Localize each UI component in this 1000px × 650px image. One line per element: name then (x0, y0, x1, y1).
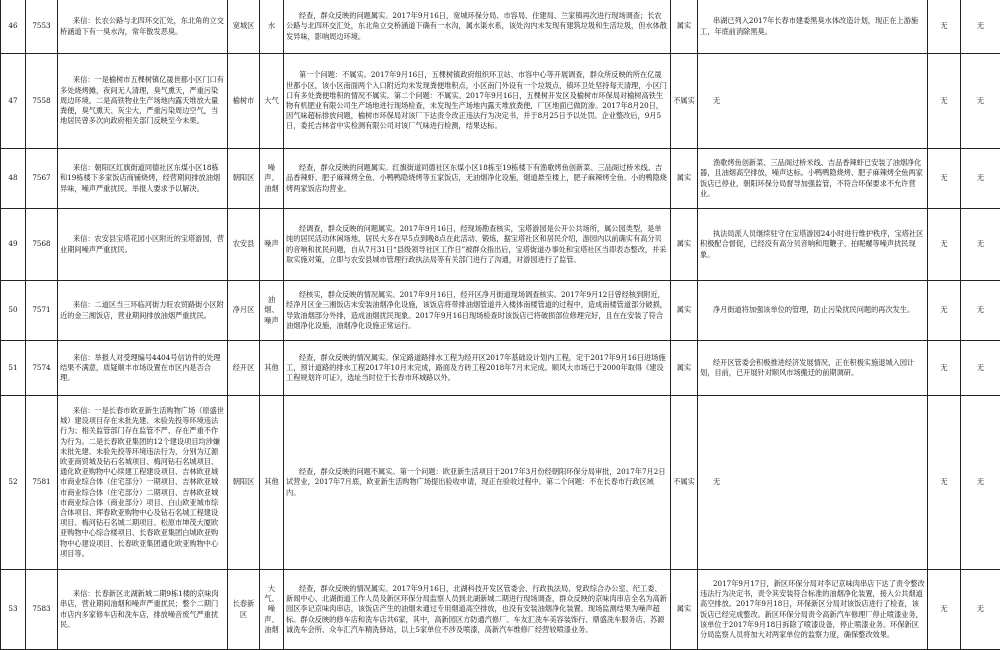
remark-x-text: 无 (930, 21, 958, 31)
remark-x (928, 570, 961, 650)
verdict-text: 属实 (673, 363, 695, 373)
pollution-type-text: 大气 (262, 96, 281, 106)
complaint-text-text: 来信：长农公路与北四环交汇处，东北角的立交桥涵道下有一臭水沟，常年散发恶臭。 (60, 16, 225, 36)
investigation-finding-text: 经查，群众反映的问题属实。红旗街道同德社区东煤小区18栋至19栋楼下有渔歌烤鱼创新菜、三品阁过桥米线、吉品香辣虾、肥子麻辣烤全鱼、小鸭鸭隐烧烤等五家饭店，无油烟净化设施，烟道悬至楼上，肥子麻辣烤全鱼、小的鸭隐烧烤两家饭店均营业。 (286, 163, 668, 194)
row-number-text: 50 (3, 305, 23, 315)
investigation-finding-text: 经核实，群众反映的情况属实。2017年9月16日，经开区净月街道现场调查核实。2017年9月12日曾经核到附近，经净月区金三湘饭店未安装油烟净化设施，该饭店将带排油烟管道并入楼体南楼管道的过程中，造成南楼管道部分破损，导致油烟部分外排，造成油烟扰民现象。2017年9月16日现场检查时该饭店已将破损部位修理完好，且在在安装了符合油烟净化设施，油烟净化设施正常运行。 (286, 290, 668, 331)
district-text: 朝阳区 (230, 477, 257, 487)
pollution-type-text: 水 (262, 21, 281, 31)
remark-x-text: 无 (930, 604, 958, 614)
remark-x-text: 无 (930, 305, 958, 315)
complaint-text-text: 来信：农安县宝塔花园小区附近的宝塔游园，营业期间噪声严重扰民。 (60, 234, 225, 254)
investigation-finding-text: 经查，群众反映的问题不属实。第一个问题：欧亚新生活项目于2017年3月份经朝阳环保分局审批，2017年7月2日试营业，2017年7月底，欧亚新生活购物广场提出验收申请，现正在验收过程中。第二个问题：不在长春市行政区域内。 (286, 467, 668, 498)
verdict-text: 属实 (673, 239, 695, 249)
verdict-text: 不属实 (673, 477, 695, 487)
investigation-finding-text: 第一个问题：不属实。2017年9月16日，五棵树镇政府组织环卫站、市容中心等开展调查，群众所反映的所在亿晟世都小区，该小区南面两个入口附近均未发现粪便堆积点，小区南门外设有一个垃圾点，镇环卫处坚持每天清理，小区门口有多处粪便堆积的情况不属实。第二个问题：不属实。2017年9月16日，五棵树开发区及榆树市环保局对榆树高铁生物有机肥业有限公司生产场地进行现场检查，未发现生产场地内露天堆放粪便，厂区地面已做防渗。2017年8月20日，因气味超标排放问题，榆树市环保局对该厂下达责令改正违法行为决定书，并于8月25日予以处罚。企业整改后，9月5日，委托吉林省中实检测有限公司对该厂气味进行检测，结果达标。 (286, 70, 668, 131)
pollution-type-text: 其他 (262, 363, 281, 373)
handling-result-text: 无 (700, 96, 925, 106)
verdict (671, 209, 698, 281)
case-id-text: 7574 (28, 363, 55, 373)
handling-result (698, 341, 928, 396)
case-id-text: 7553 (28, 21, 55, 31)
remark-x (928, 281, 961, 341)
pollution-type (260, 341, 284, 396)
complaint-text-text: 来信：举报人对受理编号4404号信访件的处理结果不满意，质疑顺丰市场设置在市区内是否合理。 (60, 353, 225, 384)
district (228, 281, 260, 341)
row-number-text: 49 (3, 239, 23, 249)
complaint-text (58, 570, 228, 650)
remark-x (928, 341, 961, 396)
investigation-finding (284, 0, 671, 54)
remark-text: 无 (963, 604, 998, 614)
remark-text: 无 (963, 239, 998, 249)
remark-x (928, 209, 961, 281)
district (228, 209, 260, 281)
complaint-text (58, 281, 228, 341)
remark-text: 无 (963, 477, 998, 487)
handling-result (698, 209, 928, 281)
investigation-finding (284, 341, 671, 396)
pollution-type (260, 396, 284, 570)
verdict-text: 属实 (673, 173, 695, 183)
case-id-text: 7581 (28, 477, 55, 487)
investigation-finding-text: 经查，群众反映的情况属实。2017年9月16日，北湖科技开发区管委会、行政执法局、党政综合办公室、纪工委、新闻中心、北湖街道工作人员及新区环保分局监察人员到北湖新城二期进行现场调查，群众反映的京味肉串店全名为高新园区李记京味肉串店，该饭店产生的油烟未通过专用烟道高空排放，也没有安装油烟净化装置。现场监测结果为噪声超标。群众反映的修车店和洗车店共6家，其中，高新园区方防通汽修厂、车友汇洗车美容装饰行、鼎盛洗车服务店、苏源诚洗车会所、众车汇汽车精洗驿站，以上5家单位不涉及喷漆，高新汽车维修厂经营较喷漆业务。 (286, 584, 668, 635)
table-row (1, 570, 1000, 650)
table-row (1, 149, 1000, 209)
table-row (1, 209, 1000, 281)
pollution-type (260, 570, 284, 650)
row-number-text: 46 (3, 21, 23, 31)
verdict (671, 281, 698, 341)
remark-x-text: 无 (930, 363, 958, 373)
handling-result (698, 0, 928, 54)
complaint-text (58, 341, 228, 396)
district (228, 0, 260, 54)
table-row (1, 341, 1000, 396)
handling-result-text: 无 (700, 477, 925, 487)
remark-text: 无 (963, 21, 998, 31)
row-number-text: 47 (3, 96, 23, 106)
case-id (26, 570, 58, 650)
remark-text: 无 (963, 363, 998, 373)
district-text: 净月区 (230, 305, 257, 315)
remark (961, 281, 1000, 341)
complaint-text (58, 396, 228, 570)
case-id-text: 7568 (28, 239, 55, 249)
row-number-text: 52 (3, 477, 23, 487)
district-text: 朝阳区 (230, 173, 257, 183)
district-text: 经开区 (230, 363, 257, 373)
remark (961, 396, 1000, 570)
investigation-finding (284, 209, 671, 281)
case-id-text: 7583 (28, 604, 55, 614)
complaint-text-text: 来信：朝阳区红旗街道同德社区东煤小区18栋和19栋楼下多家饭店商铺烧烤，经营期间排放油烟异味，噪声严重扰民。举报人要求予以解决。 (60, 163, 225, 194)
remark-x-text: 无 (930, 239, 958, 249)
pollution-type-text: 油烟、噪声 (262, 295, 281, 326)
row-number-text: 48 (3, 173, 23, 183)
investigation-finding-text: 经查，群众反映的问题属实。2017年9月16日，宽城环保分局、市容局、住建局、兰家镇再次进行现场调查；长农公路与北四环交汇处，东北角立交桥涵道下确有一水沟，属水渠水系，该处沟内未发现有建筑垃圾和生活垃圾，但水体散发异味，影响周边环境。 (286, 11, 668, 42)
case-id (26, 209, 58, 281)
remark-x (928, 149, 961, 209)
row-number-text: 53 (3, 604, 23, 614)
handling-result (698, 54, 928, 149)
row-number (1, 341, 26, 396)
investigation-finding (284, 281, 671, 341)
district-text: 农安县 (230, 239, 257, 249)
district (228, 396, 260, 570)
row-number (1, 149, 26, 209)
case-id-text: 7558 (28, 96, 55, 106)
table-row (1, 281, 1000, 341)
district-text: 长春新区 (230, 599, 257, 619)
remark-x-text: 无 (930, 477, 958, 487)
case-id (26, 0, 58, 54)
verdict-text: 属实 (673, 21, 695, 31)
complaint-text-text: 来信：一是榆树市五棵树镇亿晟世都小区门口有多处烧烤摊，夜间无人清理，臭气熏天，严重污染周边环境。二是高铁物业生产场地内露天堆放大量粪便，臭气熏天、灰尘大，严重污染周边空气，当地居民曾多次向政府相关部门反映至今未果。 (60, 75, 225, 126)
handling-result (698, 149, 928, 209)
remark (961, 341, 1000, 396)
remark-x-text: 无 (930, 96, 958, 106)
row-number-text: 51 (3, 363, 23, 373)
verdict (671, 54, 698, 149)
table-row (1, 396, 1000, 570)
remark-x (928, 54, 961, 149)
verdict (671, 570, 698, 650)
district-text: 榆树市 (230, 96, 257, 106)
investigation-finding (284, 149, 671, 209)
investigation-finding (284, 570, 671, 650)
row-number (1, 54, 26, 149)
table-row (1, 54, 1000, 149)
handling-result-text: 渔歌烤鱼创新菜、三品阁过桥米线、吉品香辣虾已安装了油烟净化器，且油烟高空排放，噪声达标。小鸭鸭隐烧烤、肥子麻辣烤全鱼两家饭店已停业，朝阳环保分局督导加强监管，不符合环保要求不允许营业。 (700, 158, 925, 199)
handling-result (698, 281, 928, 341)
district (228, 54, 260, 149)
case-id (26, 281, 58, 341)
district (228, 149, 260, 209)
pollution-type-text: 其他 (262, 477, 281, 487)
complaint-text (58, 0, 228, 54)
pollution-type (260, 209, 284, 281)
verdict (671, 0, 698, 54)
remark (961, 149, 1000, 209)
complaint-text (58, 209, 228, 281)
pollution-type-text: 大气、噪声、油烟 (262, 584, 281, 635)
district (228, 341, 260, 396)
complaint-text-text: 来信：一是长春市欧亚新生活购物广场（原盛世城）建设项目存在未批先建、未验先投等环境违法行为；相关监管部门存在监管不严、存在严重不作为行为。二是长春欧亚集团的12个建设项目均涉嫌未批先建、未验先投等环境违法行为，分别为辽源欧亚商贸城及钻石名城项目、梅河钻石名城项目、通化欧亚购物中心续建工程建设项目、吉林欧亚城市商业综合体（住宅部分）一期项目、吉林欧亚城市商业综合体（住宅部分）二期项目、吉林欧亚城市商业综合体（商业部分）项目、白山欧亚城市综合体项目、珲春欧亚购物中心及钻石名城工程建设项目、梅河钻石名城二期项目、松原市坤茂大厦欧亚购物中心综合楼项目、长春欧亚集团白城欧亚购物中心建设项目、长春欧亚集团通化欧亚购物中心项目等。 (60, 406, 225, 559)
pollution-type (260, 54, 284, 149)
remark (961, 570, 1000, 650)
row-number (1, 396, 26, 570)
case-id-text: 7567 (28, 173, 55, 183)
complaint-text (58, 149, 228, 209)
verdict (671, 149, 698, 209)
pollution-type-text: 噪声 (262, 239, 281, 249)
verdict-text: 属实 (673, 604, 695, 614)
pollution-type-text: 噪声、油烟 (262, 163, 281, 194)
remark-text: 无 (963, 96, 998, 106)
pollution-type (260, 149, 284, 209)
verdict (671, 396, 698, 570)
case-id (26, 341, 58, 396)
handling-result-text: 执法局派人员继续驻守在宝塔游园24小时进行维护秩序，宝塔社区积极配合督促，已经没有高分贝音响和甩鞭子、拍呢螺等噪声扰民现象。 (700, 229, 925, 260)
table-row (1, 0, 1000, 54)
complaint-text-text: 来信：二道区当三环临河街力旺农贸路街小区附近的金三湘饭店，营业期间排放油烟严重扰民。 (60, 300, 225, 320)
remark (961, 54, 1000, 149)
row-number (1, 281, 26, 341)
district-text: 宽城区 (230, 21, 257, 31)
verdict-text: 属实 (673, 305, 695, 315)
complaint-text (58, 54, 228, 149)
row-number (1, 209, 26, 281)
pollution-type (260, 281, 284, 341)
investigation-finding-text: 经查，群众反映的情况属实。保定路道路排水工程为经开区2017年基础设计划内工程，定于2017年9月16日进场施工，预计道路的排水工程2017年10月末完成，路面及方砖工程2018年7月末完成。顺风大市场已于2000年取得《建设工程规划许可证》，选址当时位于长春市环城路以外。 (286, 353, 668, 384)
verdict-text: 不属实 (673, 96, 695, 106)
handling-result-text: 2017年9月17日，新区环保分局对李记京味肉串店下达了责令整改违法行为决定书，责令其安装符合标准的油烟净化装置，接入公共烟道高空排放。2017年9月18日，环保新区分局对该饭店进行了检查，该饭店已经完成整改。新区环保分局责令高新汽车修理厂停止喷漆业务，该单位于2017年9月18日拆除了喷漆设备，停止喷漆业务。环保新区分局监察人员将加大对两家单位的监察力度，确保整改效果。 (700, 579, 925, 640)
remark-x (928, 396, 961, 570)
row-number (1, 0, 26, 54)
investigation-finding (284, 396, 671, 570)
handling-result-text: 净月街道将加强该单位的管理，防止污染扰民问题的再次发生。 (700, 305, 925, 315)
remark-text: 无 (963, 173, 998, 183)
investigation-finding-text: 经调查，群众反映的问题属实。2017年9月16日，经现场勘查核实，宝塔游园是公开公共场所，属公园类型，是单纯的居民活动休闲场地，居民大多在早5点到晚8点在此活动、锻炼，据宝塔社区和居民介绍，游园内以前确实有高分贝的音响和扰民问题，自从7月31日“县级领导社区工作日”被群众指出后，宝塔街道办事处和宝塔社区当即表态整改，并采取实施对策，立即与农安县城市管理行政执法局等有关部门进行了沟通，对游园进行了监管。 (286, 224, 668, 265)
case-id (26, 149, 58, 209)
remark-x-text: 无 (930, 173, 958, 183)
handling-result-text: 串湖已列入2017年长春市建委黑臭水体改造计划，现正在上游施工，年底前消除黑臭。 (700, 16, 925, 36)
remark-x (928, 0, 961, 54)
verdict (671, 341, 698, 396)
complaint-text-text: 来信：长春新区北湖新城二期9栋1楼的京味肉串店，营业期间油烟和噪声严重扰民；整个二期门市店内多家修车店和洗车店，排放噪音废气严重扰民。 (60, 589, 225, 630)
remark-text: 无 (963, 305, 998, 315)
handling-result-text: 经开区管委会积极推进经济发展情况，正在积极实施退城入园计划，目前，已开展针对顺风市场搬迁的前期调研。 (700, 358, 925, 378)
pollution-type (260, 0, 284, 54)
case-id-text: 7571 (28, 305, 55, 315)
case-id (26, 396, 58, 570)
case-id (26, 54, 58, 149)
handling-result (698, 570, 928, 650)
handling-result (698, 396, 928, 570)
investigation-finding (284, 54, 671, 149)
remark (961, 209, 1000, 281)
remark (961, 0, 1000, 54)
district (228, 570, 260, 650)
row-number (1, 570, 26, 650)
